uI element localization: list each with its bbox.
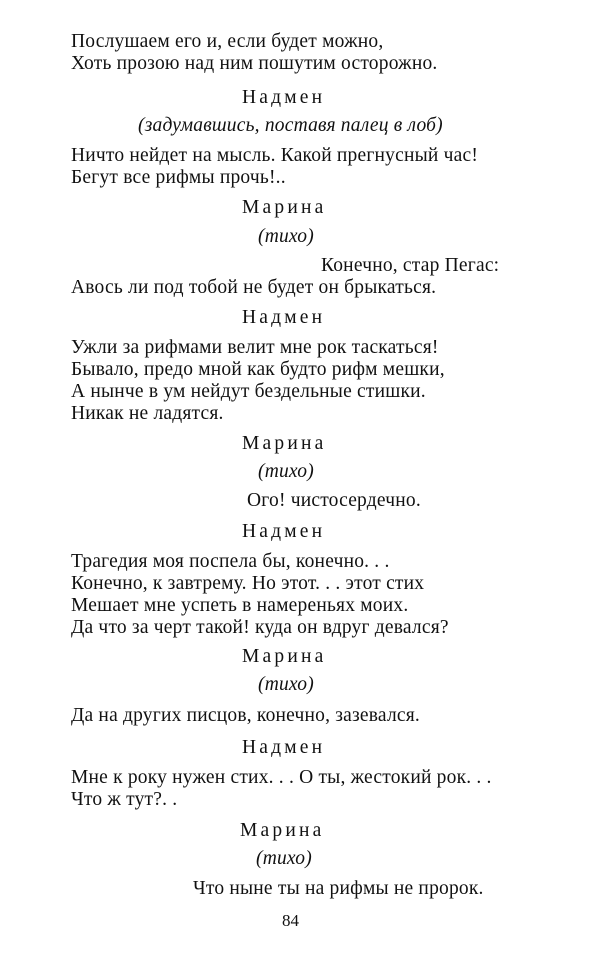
speaker-name: Надмен [242,737,326,758]
verse-line: Послушаем его и, если будет можно, [71,31,384,52]
stage-direction: (тихо) [258,461,314,482]
stage-direction: (тихо) [256,848,312,869]
verse-line: Конечно, стар Пегас: [321,255,500,276]
verse-line: Конечно, к завтрему. Но этот. . . этот стих [71,573,425,594]
verse-line: Что ныне ты на рифмы не пророк. [193,878,484,899]
verse-line: А нынче в ум нейдут бездельные стишки. [71,381,426,402]
stage-direction: (задумавшись, поставя палец в лоб) [138,115,443,136]
verse-line: Мешает мне успеть в намереньях моих. [71,595,409,616]
verse-line: Трагедия моя поспела бы, конечно. . . [71,551,390,572]
speaker-name: Марина [240,820,325,841]
page-number: 84 [282,911,299,930]
verse-line: Бывало, предо мной как будто рифм мешки, [71,359,445,380]
speaker-name: Надмен [242,307,326,328]
speaker-name: Надмен [242,521,326,542]
verse-line: Ого! чистосердечно. [247,490,421,511]
verse-line: Хоть прозою над ним пошутим осторожно. [71,53,438,74]
verse-line: Ужли за рифмами велит мне рок таскаться! [71,337,439,358]
stage-direction: (тихо) [258,674,314,695]
verse-line: Да на других писцов, конечно, зазевался. [71,705,420,726]
speaker-name: Марина [242,646,327,667]
verse-line: Авось ли под тобой не будет он брыкаться. [71,277,437,298]
verse-line: Никак не ладятся. [71,403,224,424]
stage-direction: (тихо) [258,226,314,247]
verse-line: Мне к року нужен стих. . . О ты, жестокий рок. . . [71,767,492,788]
verse-line: Да что за черт такой! куда он вдруг девался? [71,617,449,638]
speaker-name: Марина [242,197,327,218]
speaker-name: Марина [242,433,327,454]
verse-line: Что ж тут?. . [71,789,178,810]
speaker-name: Надмен [242,87,326,108]
verse-line: Ничто нейдет на мысль. Какой прегнусный час! [71,145,479,166]
verse-line: Бегут все рифмы прочь!.. [71,167,286,188]
